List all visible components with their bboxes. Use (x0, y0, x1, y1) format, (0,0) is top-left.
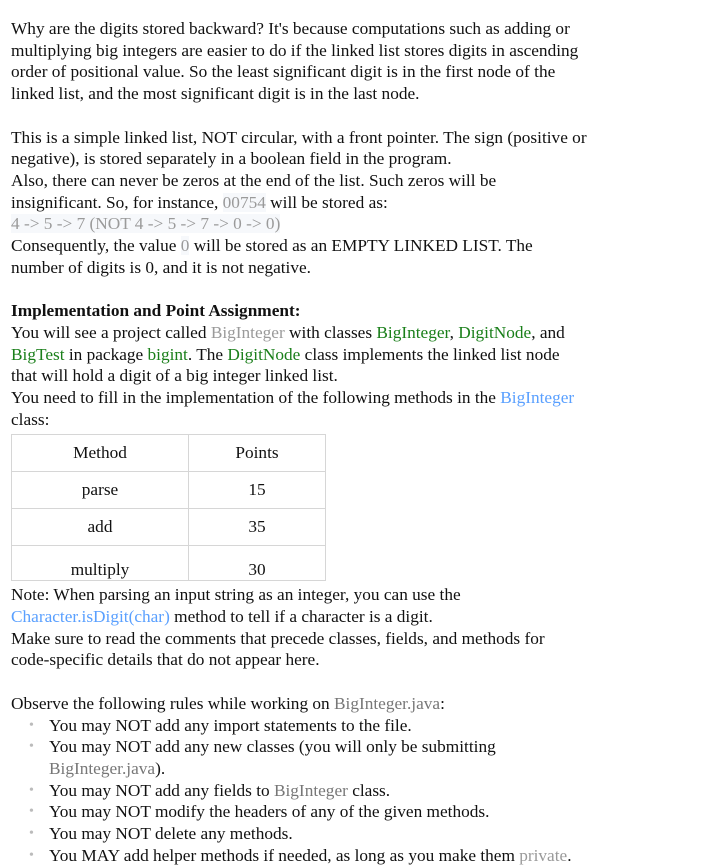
text: with classes (284, 322, 377, 342)
class-name: DigitNode (227, 344, 301, 364)
points-cell: 35 (189, 509, 326, 546)
text: . (567, 845, 572, 865)
class-name: BigTest (11, 344, 65, 364)
text: This is a simple linked list, NOT circular, with a front pointer. The sign (positive or (11, 127, 587, 147)
text: class implements the linked list node (300, 344, 560, 364)
file-name: BigInteger.java (334, 693, 441, 713)
text: ). (155, 758, 166, 778)
package-name: bigint (147, 344, 188, 364)
implementation-section (11, 300, 701, 430)
class-link[interactable]: BigInteger (500, 387, 575, 407)
text: will be stored as an EMPTY LINKED LIST. The (189, 236, 533, 256)
points-cell: 15 (189, 472, 326, 509)
table-row (12, 546, 326, 581)
text: multiplying big integers are easier to do if the linked list stores digits in ascending (11, 40, 579, 60)
code-example: 00754 (222, 192, 266, 212)
text: will be stored as: (265, 192, 388, 212)
table-row (12, 509, 326, 546)
header-points: Points (189, 435, 326, 472)
method-cell: multiply (12, 546, 189, 581)
class-name: BigInteger (273, 780, 348, 800)
text: You will see a project called (11, 322, 211, 342)
text: insignificant. So, for instance, (11, 192, 223, 212)
file-name: BigInteger.java (49, 758, 156, 778)
list-item (49, 715, 701, 737)
text: You may NOT add any new classes (you will only be submitting (49, 737, 496, 757)
text: order of positional value. So the least significant digit is in the first node of the (11, 62, 556, 82)
text: code-specific details that do not appear here. (11, 650, 320, 670)
method-cell: parse (12, 472, 189, 509)
text: linked list, and the most significant digit is in the last node. (11, 84, 420, 104)
text: that will hold a digit of a big integer linked list. (11, 366, 338, 386)
class-name: DigitNode (458, 322, 532, 342)
text: You may NOT modify the headers of any of the given methods. (49, 802, 490, 822)
text: : (440, 693, 445, 713)
text: , (449, 322, 459, 342)
text: . The (187, 344, 228, 364)
points-table (11, 434, 326, 581)
text: You need to fill in the implementation of the following methods in the (11, 387, 501, 407)
text: Also, there can never be zeros at the end of the list. Such zeros will be (11, 170, 497, 190)
rules-list (11, 715, 701, 867)
table-row (12, 472, 326, 509)
text: in package (64, 344, 148, 364)
method-cell: add (12, 509, 189, 546)
list-item (49, 801, 701, 823)
list-item (49, 823, 701, 845)
text: Why are the digits stored backward? It's because computations such as adding or (11, 19, 570, 38)
section-heading: Implementation and Point Assignment: (11, 301, 301, 321)
table-header-row (12, 435, 326, 472)
header-method: Method (12, 435, 189, 472)
list-item (49, 736, 701, 779)
method-link[interactable]: Character.isDigit(char) (11, 607, 170, 627)
class-name: BigInteger (376, 322, 450, 342)
keyword: private (519, 845, 568, 865)
code-example: 0 (180, 236, 190, 256)
code-example: 4 -> 5 -> 7 (NOT 4 -> 5 -> 7 -> 0 -> 0) (11, 214, 281, 234)
text: You may NOT add any import statements to the file. (49, 715, 412, 735)
note-paragraph (11, 584, 701, 671)
structure-paragraph (11, 127, 701, 279)
text: Observe the following rules while working on (11, 693, 335, 713)
text: You may NOT add any fields to (49, 780, 274, 800)
text: You MAY add helper methods if needed, as long as you make them (49, 845, 520, 865)
text: method to tell if a character is a digit. (169, 607, 433, 627)
text: class: (11, 409, 50, 429)
text: number of digits is 0, and it is not negative. (11, 257, 311, 277)
text: Consequently, the value (11, 236, 181, 256)
text: You may NOT delete any methods. (49, 824, 293, 844)
text: , and (531, 322, 565, 342)
text: class. (347, 780, 391, 800)
rules-intro (11, 693, 701, 715)
intro-paragraph (11, 18, 701, 105)
text: Make sure to read the comments that precede classes, fields, and methods for (11, 628, 545, 648)
text: Note: When parsing an input string as an integer, you can use the (11, 585, 461, 605)
project-name: BigInteger (210, 322, 285, 342)
text: negative), is stored separately in a boolean field in the program. (11, 149, 452, 169)
list-item (49, 780, 701, 802)
list-item (49, 845, 701, 867)
document (11, 18, 701, 866)
points-cell: 30 (189, 546, 326, 581)
